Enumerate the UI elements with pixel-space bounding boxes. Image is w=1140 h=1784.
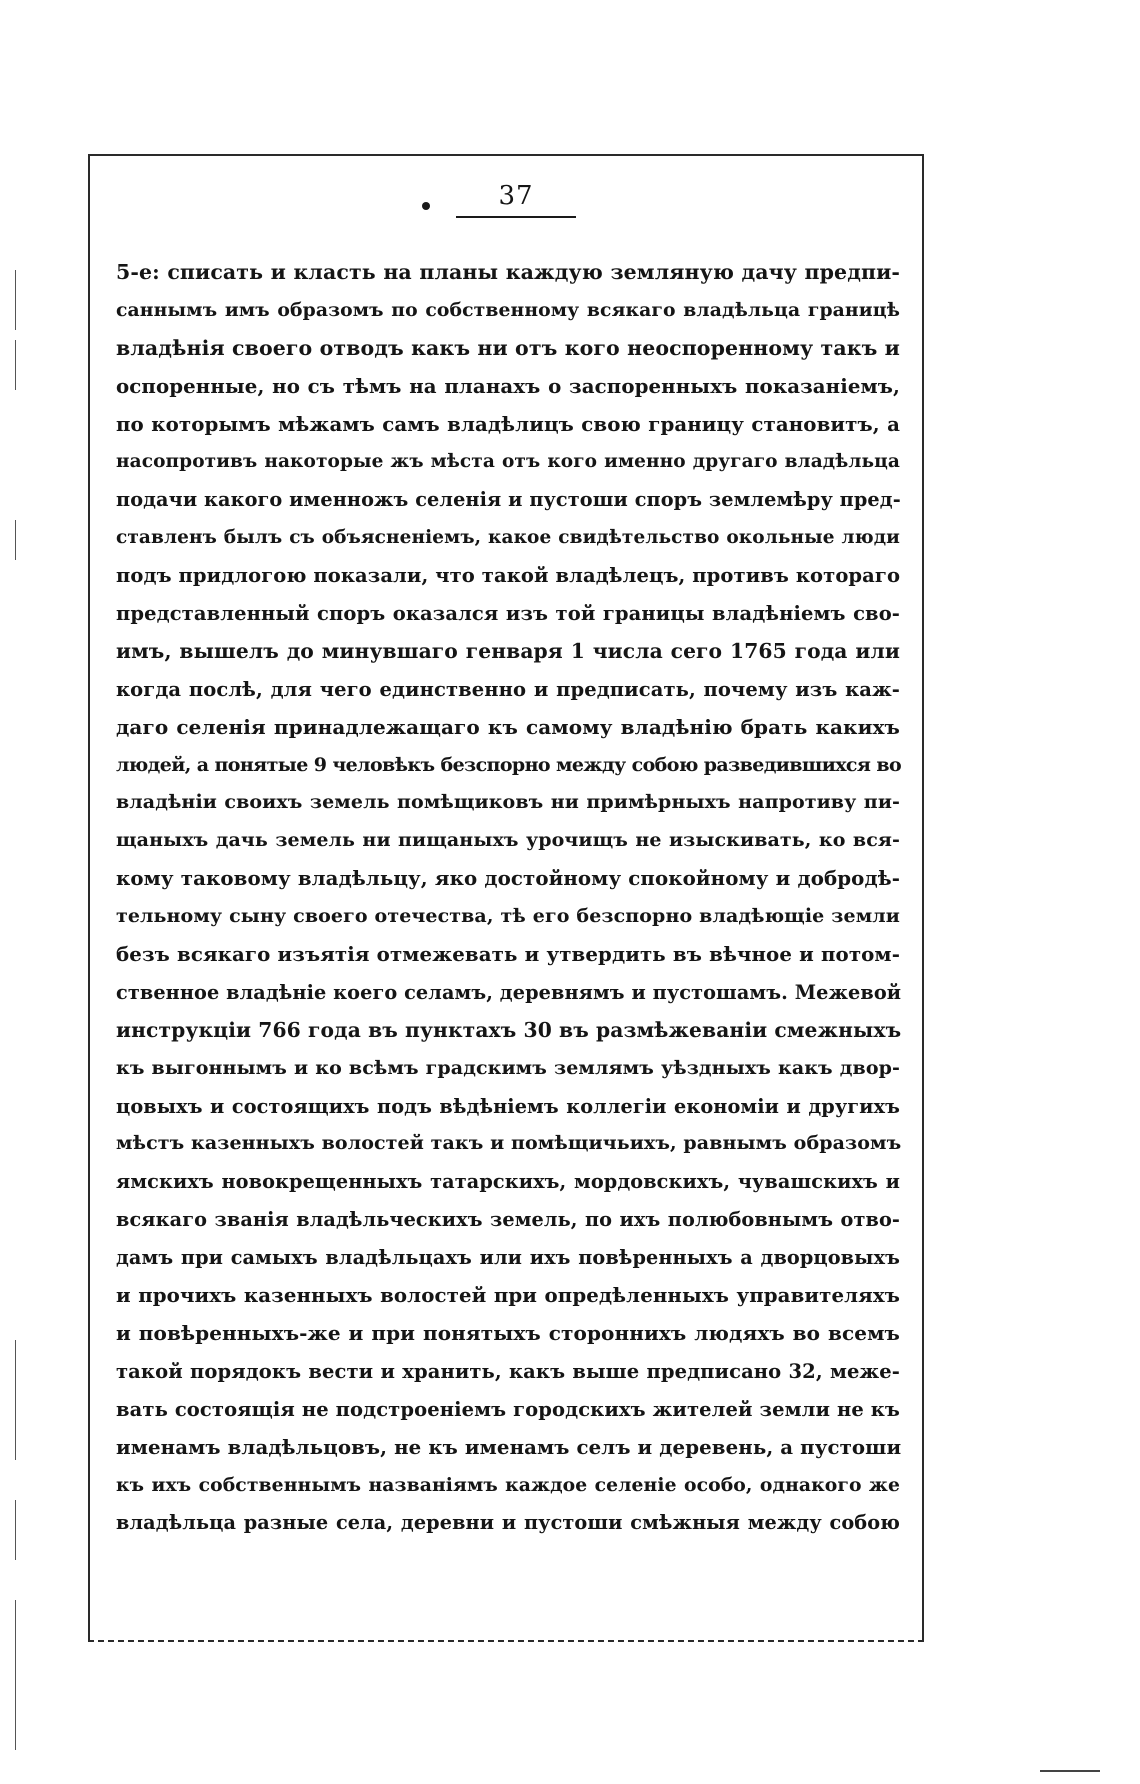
text-line: всякаго званія владѣльческихъ земель, по ихъ полюбовнымъ отво- — [116, 1208, 900, 1232]
text-line: владѣніи своихъ земель помѣщиковъ ни примѣрныхъ напротиву пи- — [116, 791, 900, 814]
text-line: подачи какого именножъ селенія и пустоши споръ землемѣру пред- — [116, 488, 901, 512]
text-line: подъ придлогою показали, что такой владѣлецъ, противъ котораго — [116, 564, 901, 588]
text-line: даго селенія принадлежащаго къ самому владѣнію брать какихъ — [116, 714, 900, 739]
text-line: безъ всякаго изъятія отмежевать и утвердить въ вѣчное и потом- — [116, 942, 900, 967]
text-line: и прочихъ казенныхъ волостей при опредѣленныхъ управителяхъ — [116, 1283, 900, 1308]
text-line: такой порядокъ вести и хранить, какъ выше предписано 32, меже- — [116, 1359, 900, 1383]
text-line: саннымъ имъ образомъ по собственному всякаго владѣльца границѣ — [116, 298, 900, 321]
body-text — [116, 254, 900, 1542]
text-line: 5-е: списать и класть на планы каждую земляную дачу предпи- — [116, 260, 900, 284]
text-line: къ выгоннымъ и ко всѣмъ градскимъ землямъ уѣздныхъ какъ двор- — [116, 1056, 900, 1079]
margin-scan-mark — [15, 1500, 16, 1560]
header-rule — [456, 216, 576, 218]
text-line: имъ, вышелъ до минувшаго генваря 1 числа сего 1765 года или — [116, 638, 900, 663]
page-number: 37 — [498, 181, 534, 211]
text-line: владѣнія своего отводъ какъ ни отъ кого неоспоренному такъ и — [116, 335, 900, 360]
text-line: ственное владѣніе коего селамъ, деревнямъ и пустошамъ. Межевой — [116, 980, 902, 1004]
text-line: когда послѣ, для чего единственно и предписать, почему изъ каж- — [116, 677, 900, 701]
text-line: вать состоящія не подстроеніемъ городскихъ жителей земли не къ — [116, 1397, 900, 1421]
text-line: тельному сыну своего отечества, тѣ его безспорно владѣющіе земли — [116, 905, 900, 928]
page-header — [410, 180, 590, 220]
text-line: щаныхъ дачь земель ни пищаныхъ урочищъ не изыскивать, ко вся- — [116, 829, 900, 852]
text-line: цовыхъ и состоящихъ подъ вѣдѣніемъ коллегіи економіи и другихъ — [116, 1094, 900, 1118]
text-line: ямскихъ новокрещенныхъ татарскихъ, мордовскихъ, чувашскихъ и — [116, 1170, 900, 1194]
margin-scan-mark — [15, 1600, 16, 1750]
text-line: оспоренные, но съ тѣмъ на планахъ о заспоренныхъ показаніемъ, — [116, 373, 900, 398]
text-line: по которымъ мѣжамъ самъ владѣлицъ свою границу становитъ, а — [116, 411, 900, 436]
text-line: мѣстъ казенныхъ волостей такъ и помѣщичьихъ, равнымъ образомъ — [116, 1132, 902, 1155]
text-line: инструкціи 766 года въ пунктахъ 30 въ размѣжеваніи смежныхъ — [116, 1017, 902, 1042]
text-line: людей, а понятые 9 человѣкъ безспорно между собою разведившихся во — [116, 753, 902, 776]
margin-scan-mark — [15, 1340, 16, 1460]
corner-scan-mark — [1040, 1770, 1100, 1772]
text-line: дамъ при самыхъ владѣльцахъ или ихъ повѣренныхъ а дворцовыхъ — [116, 1246, 900, 1270]
text-line: кому таковому владѣльцу, яко достойному спокойному и добродѣ- — [116, 866, 900, 891]
margin-scan-mark — [15, 270, 16, 330]
frame-left-border — [88, 154, 90, 1640]
frame-top-border — [88, 154, 924, 156]
header-dot-ornament — [422, 202, 430, 210]
text-line: насопротивъ накоторые жъ мѣста отъ кого именно другаго владѣльца — [116, 451, 900, 473]
frame-right-border — [922, 154, 924, 1640]
text-line: и повѣренныхъ-же и при понятыхъ стороннихъ людяхъ во всемъ — [116, 1320, 900, 1345]
frame-bottom-border — [88, 1640, 924, 1642]
margin-scan-mark — [15, 520, 16, 560]
text-line: владѣльца разные села, деревни и пустоши смѣжныя между собою — [116, 1511, 900, 1535]
text-line: къ ихъ собственнымъ названіямъ каждое селеніе особо, однакого же — [116, 1473, 900, 1496]
margin-scan-mark — [15, 340, 16, 390]
text-line: именамъ владѣльцовъ, не къ именамъ селъ и деревень, а пустоши — [116, 1434, 902, 1459]
text-line: представленный споръ оказался изъ той границы владѣніемъ сво- — [116, 602, 900, 626]
text-line: ставленъ былъ съ объясненіемъ, какое свидѣтельство окольные люди — [116, 527, 900, 549]
